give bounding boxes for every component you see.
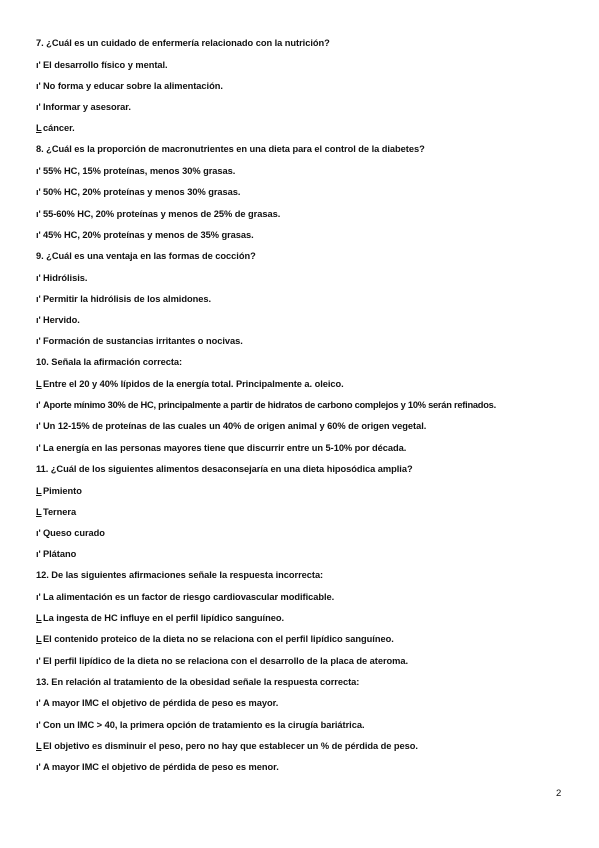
option-10b: ı' Aporte mínimo 30% de HC, principalmente a partir de hidratos de carbono complejos y 10% serán refinados. <box>36 400 496 410</box>
option-10d: ı' La energía en las personas mayores tiene que discurrir entre un 5-10% por década. <box>36 443 407 453</box>
option-11d: ı' Plátano <box>36 549 77 559</box>
option-12a: ı' La alimentación es un factor de riesgo cardiovascular modificable. <box>36 592 335 602</box>
option-11c: ı' Queso curado <box>36 528 105 538</box>
option-10c: ı' Un 12-15% de proteínas de las cuales un 40% de origen animal y 60% de origen vegetal. <box>36 421 427 431</box>
option-8a: ı' 55% HC, 15% proteínas, menos 30% grasas. <box>36 166 236 176</box>
option-7c: ı' Informar y asesorar. <box>36 102 131 112</box>
option-marker: ı' <box>36 294 41 304</box>
option-8b: ı' 50% HC, 20% proteínas y menos 30% grasas. <box>36 187 241 197</box>
option-marker: L <box>36 634 42 644</box>
option-marker: L <box>36 741 42 751</box>
option-marker: ı' <box>36 592 41 602</box>
option-marker: ı' <box>36 187 41 197</box>
option-marker: ı' <box>36 720 41 730</box>
question-8: 8. ¿Cuál es la proporción de macronutrientes en una dieta para el control de la diabetes? <box>36 144 425 154</box>
option-marker: ı' <box>36 549 41 559</box>
option-marker: L <box>36 123 42 133</box>
option-marker: ı' <box>36 60 41 70</box>
option-marker: ı' <box>36 656 41 666</box>
option-marker: ı' <box>36 315 41 325</box>
option-11b: LTernera <box>36 507 77 517</box>
option-marker: ı' <box>36 166 41 176</box>
question-10: 10. Señala la afirmación correcta: <box>36 357 183 367</box>
option-7d: Lcáncer. <box>36 123 75 133</box>
option-marker: ı' <box>36 273 41 283</box>
option-9b: ı' Permitir la hidrólisis de los almidones. <box>36 294 211 304</box>
option-marker: ı' <box>36 762 41 772</box>
option-marker: L <box>36 486 42 496</box>
option-marker: L <box>36 379 42 389</box>
option-marker: ı' <box>36 400 41 410</box>
option-12b: LLa ingesta de HC influye en el perfil lipídico sanguíneo. <box>36 613 284 623</box>
option-marker: ı' <box>36 81 41 91</box>
option-8d: ı' 45% HC, 20% proteínas y menos de 35% grasas. <box>36 230 254 240</box>
option-9d: ı' Formación de sustancias irritantes o nocivas. <box>36 336 243 346</box>
page-number: 2 <box>556 788 562 799</box>
question-9: 9. ¿Cuál es una ventaja en las formas de cocción? <box>36 251 256 261</box>
option-marker: ı' <box>36 209 41 219</box>
question-11: 11. ¿Cuál de los siguientes alimentos desaconsejaría en una dieta hiposódica amplia? <box>36 464 413 474</box>
option-13c: LEl objetivo es disminuir el peso, pero no hay que establecer un % de pérdida de peso. <box>36 741 418 751</box>
question-12: 12. De las siguientes afirmaciones señale la respuesta incorrecta: <box>36 570 324 580</box>
option-11a: LPimiento <box>36 486 82 496</box>
option-marker: L <box>36 507 42 517</box>
option-7b: ı' No forma y educar sobre la alimentación. <box>36 81 223 91</box>
question-7: 7. ¿Cuál es un cuidado de enfermería relacionado con la nutrición? <box>36 38 330 48</box>
option-7a: ı' El desarrollo físico y mental. <box>36 60 168 70</box>
option-marker: ı' <box>36 421 41 431</box>
option-9a: ı' Hidrólisis. <box>36 273 88 283</box>
option-marker: ı' <box>36 336 41 346</box>
option-12c: LEl contenido proteico de la dieta no se relaciona con el perfil lipídico sanguíneo. <box>36 634 394 644</box>
option-8c: ı' 55-60% HC, 20% proteínas y menos de 25% de grasas. <box>36 209 281 219</box>
option-marker: ı' <box>36 102 41 112</box>
option-13d: ı' A mayor IMC el objetivo de pérdida de peso es menor. <box>36 762 279 772</box>
option-marker: ı' <box>36 528 41 538</box>
option-13a: ı' A mayor IMC el objetivo de pérdida de peso es mayor. <box>36 698 279 708</box>
option-marker: ı' <box>36 443 41 453</box>
option-10a: LEntre el 20 y 40% lípidos de la energía total. Principalmente a. oleico. <box>36 379 344 389</box>
option-12d: ı' El perfil lipídico de la dieta no se relaciona con el desarrollo de la placa de ateroma. <box>36 656 409 666</box>
option-marker: L <box>36 613 42 623</box>
option-13b: ı' Con un IMC > 40, la primera opción de tratamiento es la cirugía bariátrica. <box>36 720 365 730</box>
option-9c: ı' Hervido. <box>36 315 80 325</box>
option-marker: ı' <box>36 230 41 240</box>
question-13: 13. En relación al tratamiento de la obesidad señale la respuesta correcta: <box>36 677 360 687</box>
option-marker: ı' <box>36 698 41 708</box>
